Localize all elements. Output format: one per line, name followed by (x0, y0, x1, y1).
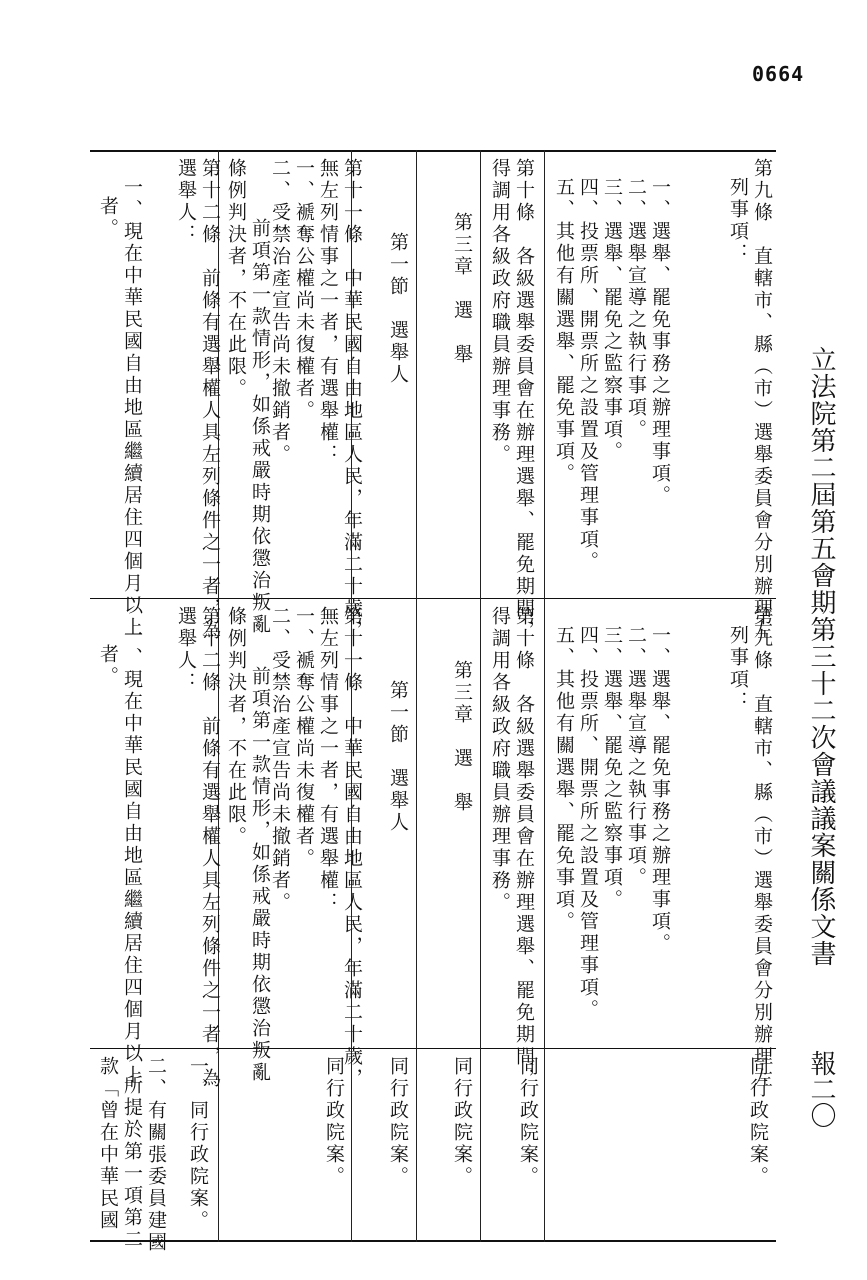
article-11-mid: 第十一條 中華民國自由地區人民，年滿二十歲， 無左列情事之一者，有選舉權： 一、褫奪公權尚未復權者。 二、受禁治產宣告尚未撤銷者。 (269, 606, 363, 1090)
article-11-left: 第十一條 中華民國自由地區人民，年滿二十歲， 無左列情事之一者，有選舉權： 一、褫奪公權尚未復權者。 二、受禁治產宣告尚未撤銷者。 (269, 158, 363, 642)
section-1-left: 第一節 選舉人 (387, 232, 409, 386)
article-12-item1-mid: 一、現在中華民國自由地區繼續居住四個月以上 者。 (97, 625, 143, 1087)
report-label: 報二〇 (806, 1050, 836, 1128)
article-11-note: 同行政院案。 (323, 1056, 345, 1188)
chapter-3-note: 同行政院案。 (451, 1056, 473, 1188)
table-bottom-rule (90, 1240, 776, 1242)
section-1-note: 同行政院案。 (387, 1056, 409, 1188)
article-12-note: 一、同行政院案。 (187, 1056, 209, 1232)
article-9-left: 第九條 直轄市、縣（市）選舉委員會分別辦理左 列事項： (727, 158, 773, 642)
article-9-items-left: 一、選舉、罷免事務之辦理事項。 二、選舉宣導之執行事項。 三、選舉、罷免之監察事項。 四、投票所、開票所之設置及管理事項。 五、其他有關選舉、罷免事項。 (553, 177, 671, 573)
document-header-title: 立法院第二屆第五會期第三十二次會議議案關係文書 (806, 346, 836, 967)
article-12-left: 第十二條 前條有選舉權人具左列條件之一者，為 選舉人： (175, 158, 221, 642)
article-9-mid: 第九條 直轄市、縣（市）選舉委員會分別辦理左 列事項： (727, 606, 773, 1090)
article-12-mid: 第十二條 前條有選舉權人具左列條件之一者，為 選舉人： (175, 606, 221, 1090)
article-9-note: 同行政院案。 (747, 1056, 769, 1188)
chapter-3-mid: 第三章 選 舉 (451, 660, 473, 814)
comparison-table (90, 150, 776, 1254)
article-12-committee-note: 二、有關張委員建國 所提於第一項第二 款「曾在中華民國 (97, 1056, 167, 1254)
article-11-para2-mid: 前項第一款情形，如係戒嚴時期依懲治叛亂 條例判決者，不在此限。 (225, 606, 271, 1084)
article-10-left: 第十條 各級選舉委員會在辦理選舉、罷免期間， 得調用各級政府職員辦理事務。 (489, 158, 535, 642)
article-12-item1-left: 一、現在中華民國自由地區繼續居住四個月以上 者。 (97, 177, 143, 639)
article-10-mid: 第十條 各級選舉委員會在辦理選舉、罷免期間， 得調用各級政府職員辦理事務。 (489, 606, 535, 1090)
article-11-para2-left: 前項第一款情形，如係戒嚴時期依懲治叛亂 條例判決者，不在此限。 (225, 158, 271, 636)
table-top-rule (90, 150, 776, 152)
article-9-items-mid: 一、選舉、罷免事務之辦理事項。 二、選舉宣導之執行事項。 三、選舉、罷免之監察事項。 四、投票所、開票所之設置及管理事項。 五、其他有關選舉、罷免事項。 (553, 625, 671, 1021)
page-number: 0664 (752, 62, 805, 86)
article-10-note: 同行政院案。 (517, 1056, 539, 1188)
chapter-3-left: 第三章 選 舉 (451, 212, 473, 366)
section-1-mid: 第一節 選舉人 (387, 680, 409, 834)
row-separator (544, 150, 545, 1242)
row-separator (480, 150, 481, 1242)
row-separator (416, 150, 417, 1242)
